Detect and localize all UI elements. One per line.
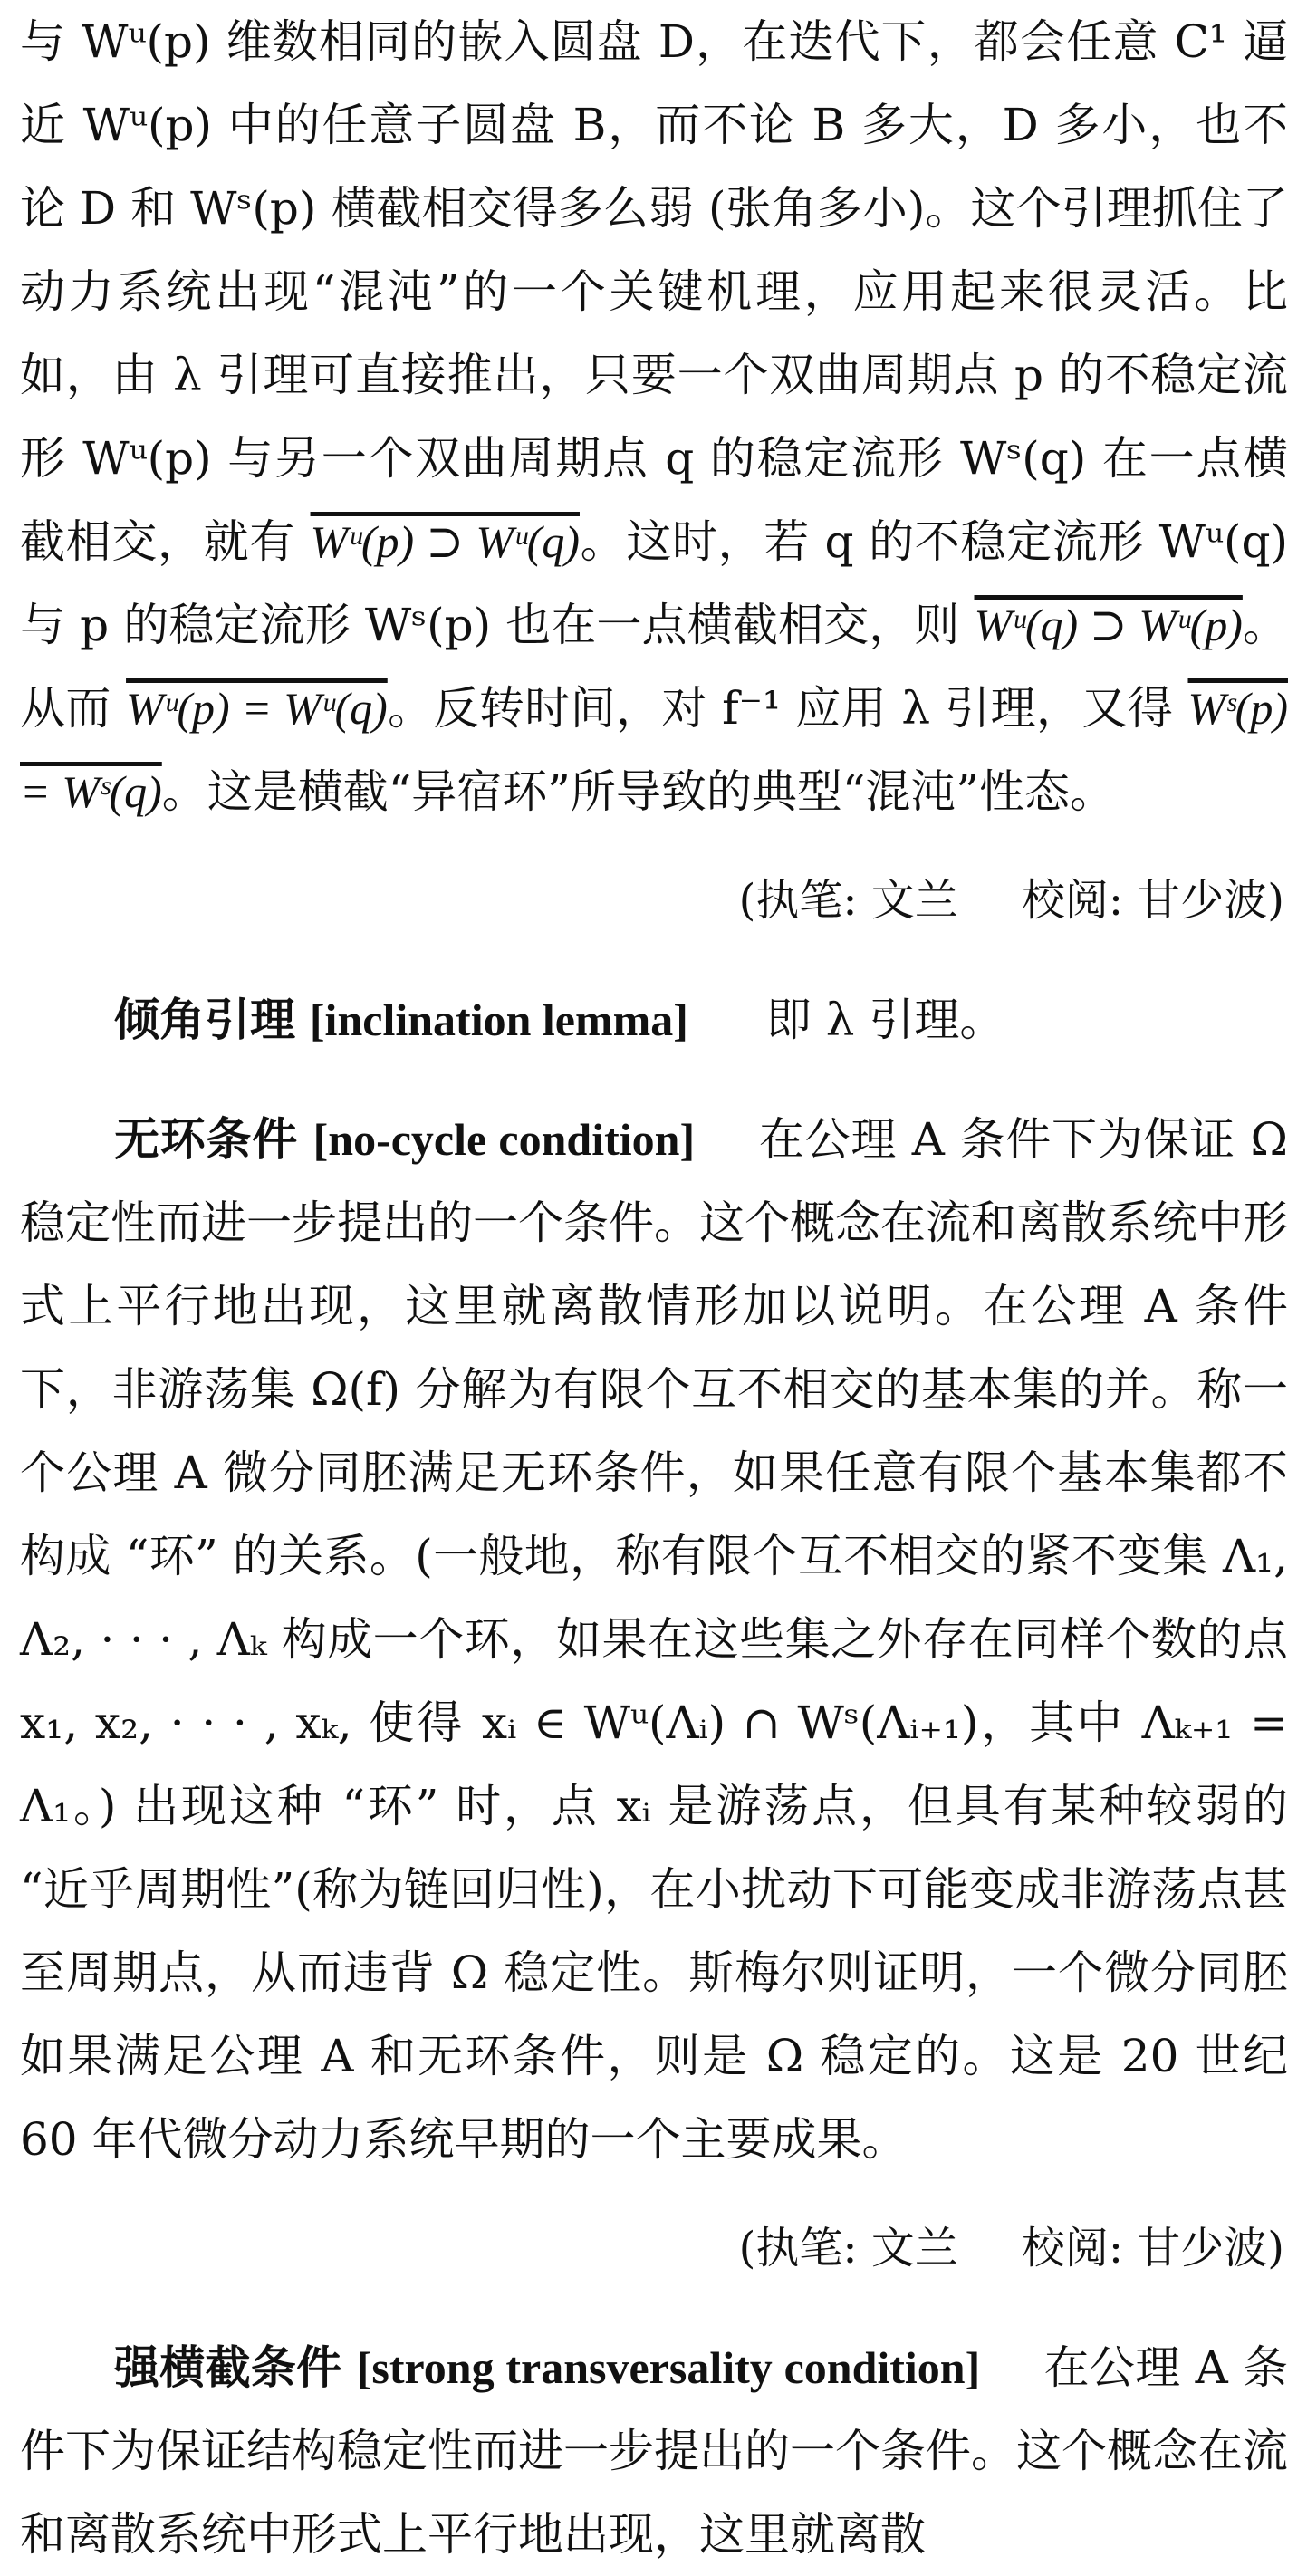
reviewer-credit: 校阅: 甘少波) xyxy=(1021,875,1284,926)
lambda-lemma-paragraph xyxy=(20,0,1288,833)
signature-line xyxy=(20,859,1288,942)
author-credit: (执笔: 文兰 xyxy=(738,2223,958,2273)
math-closure-expression: Wˢ(p) = Wˢ(q) xyxy=(20,683,1288,817)
entry-no-cycle-condition xyxy=(20,1098,1288,2181)
paragraph-text: 。从而 xyxy=(20,599,1289,735)
paragraph-text: 与 Wᵘ(p) 维数相同的嵌入圆盘 D，在迭代下，都会任意 C¹ 逼近 Wᵘ(p) 中的任意子圆盘 B，而不论 B 多大，D 多小，也不论 D 和 Wˢ(p) 横截相交得多么弱 (张角多小)。这个引理抓住了动力系统出现“混沌”的一个关键机理，应用起来很灵活。比如，由 λ 引理可直接推出，只要一个双曲周期点 p 的不稳定流形 Wᵘ(p) 与另一个双曲周期点 q 的稳定流形 Wˢ(q) 在一点横截相交，就有 xyxy=(20,15,1288,568)
author-credit: (执笔: 文兰 xyxy=(738,875,958,926)
paragraph-text: 。这是横截“异宿环”所导致的典型“混沌”性态。 xyxy=(161,765,1115,818)
entry-body: 在公理 A 条件下为保证 Ω 稳定性而进一步提出的一个条件。这个概念在流和离散系统中形式上平行地出现，这里就离散情形加以说明。在公理 A 条件下，非游荡集 Ω(f) 分解为有限个互不相交的基本集的并。称一个公理 A 微分同胚满足无环条件，如果任意有限个基本集都不构成 “环” 的关系。(一般地，称有限个互不相交的紧不变集 Λ₁, Λ₂, · · · , Λₖ 构成一个环，如果在这些集之外存在同样个数的点 x₁, x₂, · · · , xₖ, 使得 xᵢ ∈ Wᵘ(Λᵢ) ∩ Wˢ(Λᵢ₊₁)，其中 Λₖ₊₁ = Λ₁。) 出现这种 “环” 时，点 xᵢ 是游荡点，但具有某种较弱的 “近乎周期性”(称为链回归性)，在小扰动下可能变成非游荡点甚至周期点，从而违背 Ω 稳定性。斯梅尔则证明，一个微分同胚如果满足公理 A 和无环条件，则是 Ω 稳定的。这是 20 世纪 60 年代微分动力系统早期的一个主要成果。 xyxy=(20,1113,1289,2166)
entry-title: 强横截条件 xyxy=(114,2341,342,2394)
math-closure-expression: Wᵘ(p) ⊃ Wᵘ(q) xyxy=(310,516,580,567)
paragraph-text: 。这时，若 q 的不稳定流形 Wᵘ(q) 与 p 的稳定流形 Wˢ(p) 也在一点横截相交，则 xyxy=(20,515,1289,651)
signature-line xyxy=(20,2206,1288,2290)
entry-inclination-lemma xyxy=(20,978,1288,1062)
paragraph-text: 。反转时间，对 f⁻¹ 应用 λ 引理，又得 xyxy=(387,682,1188,735)
math-closure-expression: Wᵘ(p) = Wᵘ(q) xyxy=(126,683,388,734)
entry-english-term: [no-cycle condition] xyxy=(312,1114,696,1165)
entry-title: 倾角引理 xyxy=(114,994,295,1046)
entry-strong-transversality xyxy=(20,2326,1288,2576)
entry-body: 即 λ 引理。 xyxy=(765,994,1005,1046)
entry-english-term: [inclination lemma] xyxy=(309,995,688,1045)
reviewer-credit: 校阅: 甘少波) xyxy=(1021,2223,1284,2273)
math-closure-expression: Wᵘ(q) ⊃ Wᵘ(p) xyxy=(974,600,1243,650)
document-page xyxy=(20,0,1288,2576)
entry-title: 无环条件 xyxy=(114,1113,298,1166)
entry-english-term: [strong transversality condition] xyxy=(356,2342,981,2393)
entry-body: 在公理 A 条件下为保证结构稳定性而进一步提出的一个条件。这个概念在流和离散系统中形式上平行地出现，这里就离散 xyxy=(20,2341,1288,2561)
